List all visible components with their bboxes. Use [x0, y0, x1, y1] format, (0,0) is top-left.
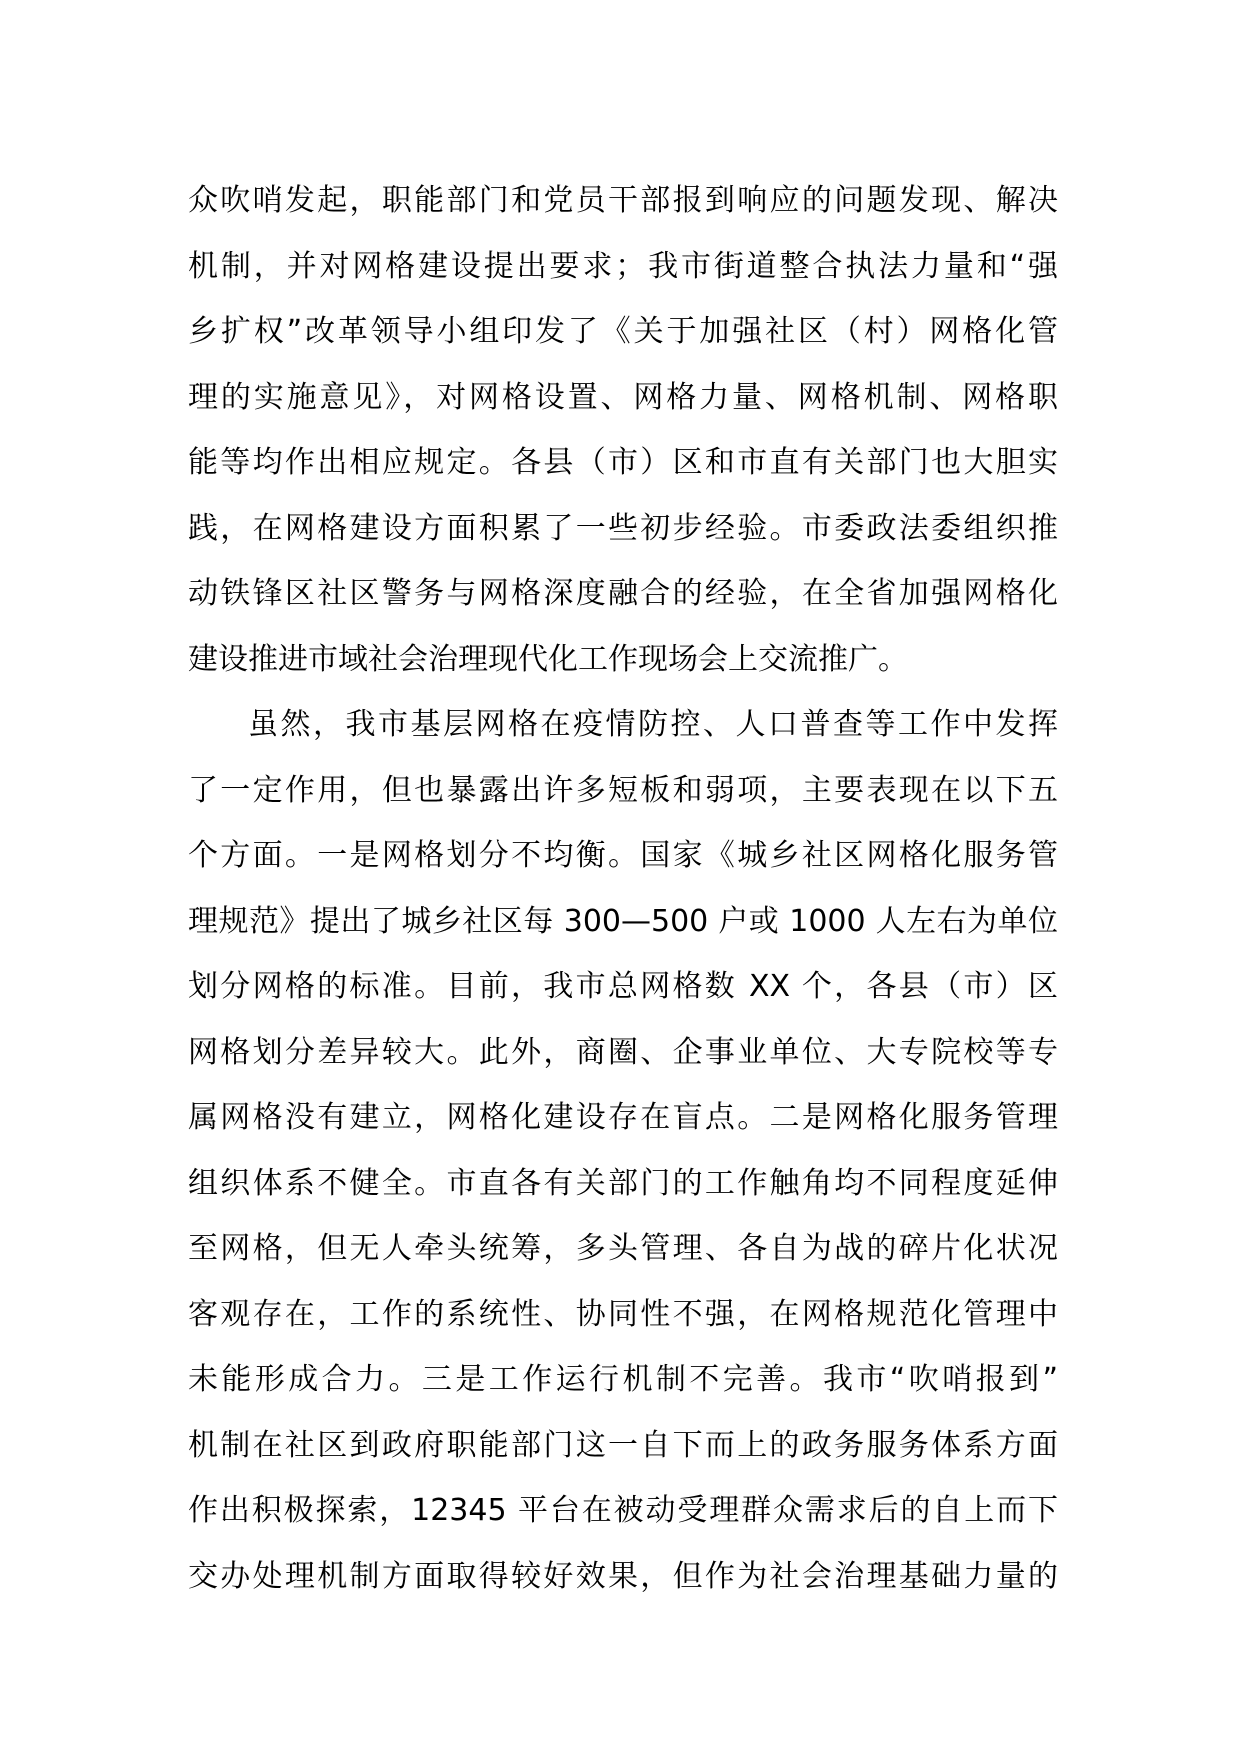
paragraph-2	[188, 692, 1058, 1609]
text-line: 理的实施意见》，对网格设置、网格力量、网格机制、网格职	[188, 379, 1058, 415]
text-line: 属网格没有建立，网格化建设存在盲点。二是网格化服务管理	[188, 1100, 1058, 1135]
text-line: 理规范》提出了城乡社区每 300—500 户或 1000 人左右为单位	[188, 903, 1058, 939]
text-line: 践，在网格建设方面积累了一些初步经验。市委政法委组织推	[188, 510, 1058, 546]
text-line: 众吹哨发起，职能部门和党员干部报到响应的问题发现、解决	[188, 183, 1058, 218]
text-line: 至网格，但无人牵头统筹，多头管理、各自为战的碎片化状况	[188, 1231, 1058, 1266]
text-line: 组织体系不健全。市直各有关部门的工作触角均不同程度延伸	[188, 1165, 1058, 1201]
text-line: 网格划分差异较大。此外，商圈、企事业单位、大专院校等专	[188, 1034, 1058, 1070]
text-line: 交办处理机制方面取得较好效果，但作为社会治理基础力量的	[188, 1558, 1058, 1594]
text-line: 动铁锋区社区警务与网格深度融合的经验，在全省加强网格化	[188, 576, 1058, 611]
text-line: 作出积极探索，12345 平台在被动受理群众需求后的自上而下	[188, 1493, 1058, 1528]
text-line: 了一定作用，但也暴露出许多短板和弱项，主要表现在以下五	[188, 772, 1058, 808]
document-body	[188, 168, 1058, 1609]
text-line: 能等均作出相应规定。各县（市）区和市直有关部门也大胆实	[188, 445, 1058, 480]
text-line: 划分网格的标准。目前，我市总网格数 XX 个，各县（市）区	[188, 969, 1058, 1004]
paragraph-1	[188, 168, 1058, 692]
text-line: 建设推进市域社会治理现代化工作现场会上交流推广。	[188, 641, 908, 677]
text-line: 机制，并对网格建设提出要求；我市街道整合执法力量和“强	[188, 248, 1058, 284]
text-line: 未能形成合力。三是工作运行机制不完善。我市“吹哨报到”	[188, 1362, 1058, 1397]
text-line: 虽然，我市基层网格在疫情防控、人口普查等工作中发挥	[248, 707, 1058, 742]
text-line: 机制在社区到政府职能部门这一自下而上的政务服务体系方面	[188, 1427, 1058, 1463]
text-line: 乡扩权”改革领导小组印发了《关于加强社区（村）网格化管	[188, 314, 1058, 349]
text-line: 个方面。一是网格划分不均衡。国家《城乡社区网格化服务管	[188, 838, 1058, 873]
text-line: 客观存在，工作的系统性、协同性不强，在网格规范化管理中	[188, 1296, 1058, 1332]
